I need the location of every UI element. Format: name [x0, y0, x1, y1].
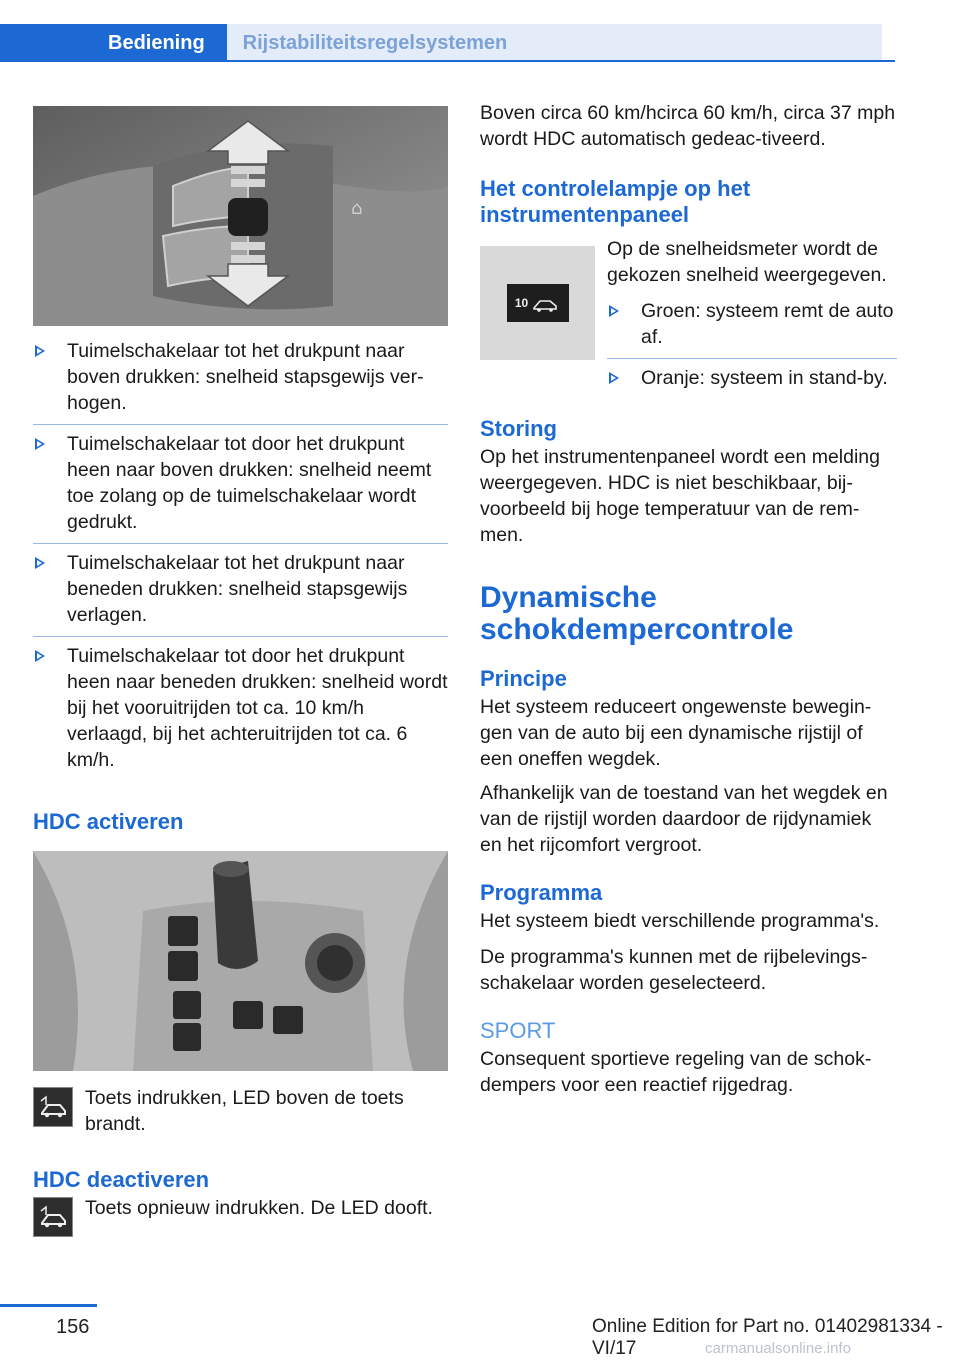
storing-text: Op het instrumentenpaneel wordt een melding weergegeven. HDC is niet beschikbaar, bij‐voorbeeld bij hoge temperatuur van de rem‐men.: [480, 446, 880, 546]
right-column: [480, 100, 896, 1098]
list-item: Oranje: systeem in stand-by.: [607, 359, 897, 399]
list-item: Tuimelschakelaar tot door het drukpunt heen naar beneden drukken: snelheid wordt bij het vooruitrijden tot ca. 10 km/h verlaagd, bij het achteruitrijden tot ca. 6 km/h.: [33, 637, 448, 781]
watermark: carmanualsonline.info: [705, 1340, 851, 1357]
programma-heading: Programma: [480, 880, 603, 905]
controlelampje-text: Op de snelheidsmeter wordt de gekozen snelheid weergegeven.: [607, 238, 887, 286]
storing-heading: Storing: [480, 416, 557, 441]
hdc-button-icon: [33, 1197, 73, 1237]
list-item: Tuimelschakelaar tot het drukpunt naar beneden drukken: snelheid stapsgewijs verlagen.: [33, 544, 448, 637]
controlelampje-heading: Het controlelampje op het instrumentenpaneel: [480, 176, 751, 227]
principe-text-1: Het systeem reduceert ongewenste bewegin‐gen van de auto bij een dynamische rijstijl of een oneffen wegdek.: [480, 696, 872, 770]
hdc-activeren-row: [33, 1085, 448, 1137]
lamp-color-list: [607, 292, 897, 399]
list-item: Groen: systeem remt de auto af.: [607, 292, 897, 359]
hdc-deactiveren-text: Toets opnieuw indrukken. De LED dooft.: [85, 1197, 433, 1219]
tab-rijstabiliteitsregelsystemen[interactable]: Rijstabiliteitsregelsystemen: [227, 24, 882, 62]
edition-text: Online Edition for Part no. 01402981334 - VI/17: [592, 1316, 943, 1359]
page-number: 156: [56, 1316, 90, 1338]
hdc-activeren-text: Toets indrukken, LED boven de toets brandt.: [85, 1087, 404, 1135]
speedometer-lamp-image: [480, 246, 595, 360]
bullet-triangle-icon: [609, 305, 619, 317]
section-title: Dynamische schokdempercontrole: [480, 581, 794, 646]
hdc-activeren-heading: HDC activeren: [33, 809, 184, 834]
principe-text-2: Afhankelijk van de toestand van het wegdek en van de rijstijl worden daardoor de rijdynamiek en het rijcomfort vergroot.: [480, 782, 888, 856]
speed-lamp-number: 10: [514, 296, 529, 310]
bullet-triangle-icon: [35, 650, 45, 662]
principe-heading: Principe: [480, 666, 567, 691]
rocker-switch-list: [33, 332, 448, 781]
list-item: Tuimelschakelaar tot door het drukpunt heen naar boven drukken: snelheid neemt toe zolang op de tuimelschakelaar wordt gedrukt.: [33, 425, 448, 544]
header-tabs: [0, 24, 882, 62]
sport-heading: SPORT: [480, 1018, 556, 1043]
tab-bediening[interactable]: Bediening: [0, 24, 227, 62]
svg-text:⌂: ⌂: [351, 198, 363, 219]
steering-wheel-switch-image: [33, 106, 448, 326]
footer-rule: [0, 1304, 97, 1307]
programma-text-1: Het systeem biedt verschillende programma's.: [480, 910, 880, 932]
bullet-triangle-icon: [35, 345, 45, 357]
bullet-triangle-icon: [35, 438, 45, 450]
sport-text: Consequent sportieve regeling van de schok‐dempers voor een reactief rijgedrag.: [480, 1048, 872, 1096]
bullet-triangle-icon: [609, 372, 619, 384]
hdc-deactiveren-heading: HDC deactiveren: [33, 1167, 210, 1192]
center-console-image: [33, 851, 448, 1071]
controlelampje-block: [480, 238, 896, 422]
hdc-button-icon: [33, 1087, 73, 1127]
bullet-triangle-icon: [35, 557, 45, 569]
programma-text-2: De programma's kunnen met de rijbelevings‐schakelaar worden geselecteerd.: [480, 946, 868, 994]
header-rule: [0, 60, 895, 62]
list-item: Tuimelschakelaar tot het drukpunt naar boven drukken: snelheid stapsgewijs ver‐hogen.: [33, 332, 448, 425]
left-column: [33, 106, 448, 1221]
hdc-auto-off-text: Boven circa 60 km/hcirca 60 km/h, circa 37 mph wordt HDC automatisch gedeac‐tiveerd.: [480, 102, 896, 150]
car-downhill-icon: [532, 294, 560, 312]
hdc-deactiveren-row: [33, 1195, 448, 1221]
